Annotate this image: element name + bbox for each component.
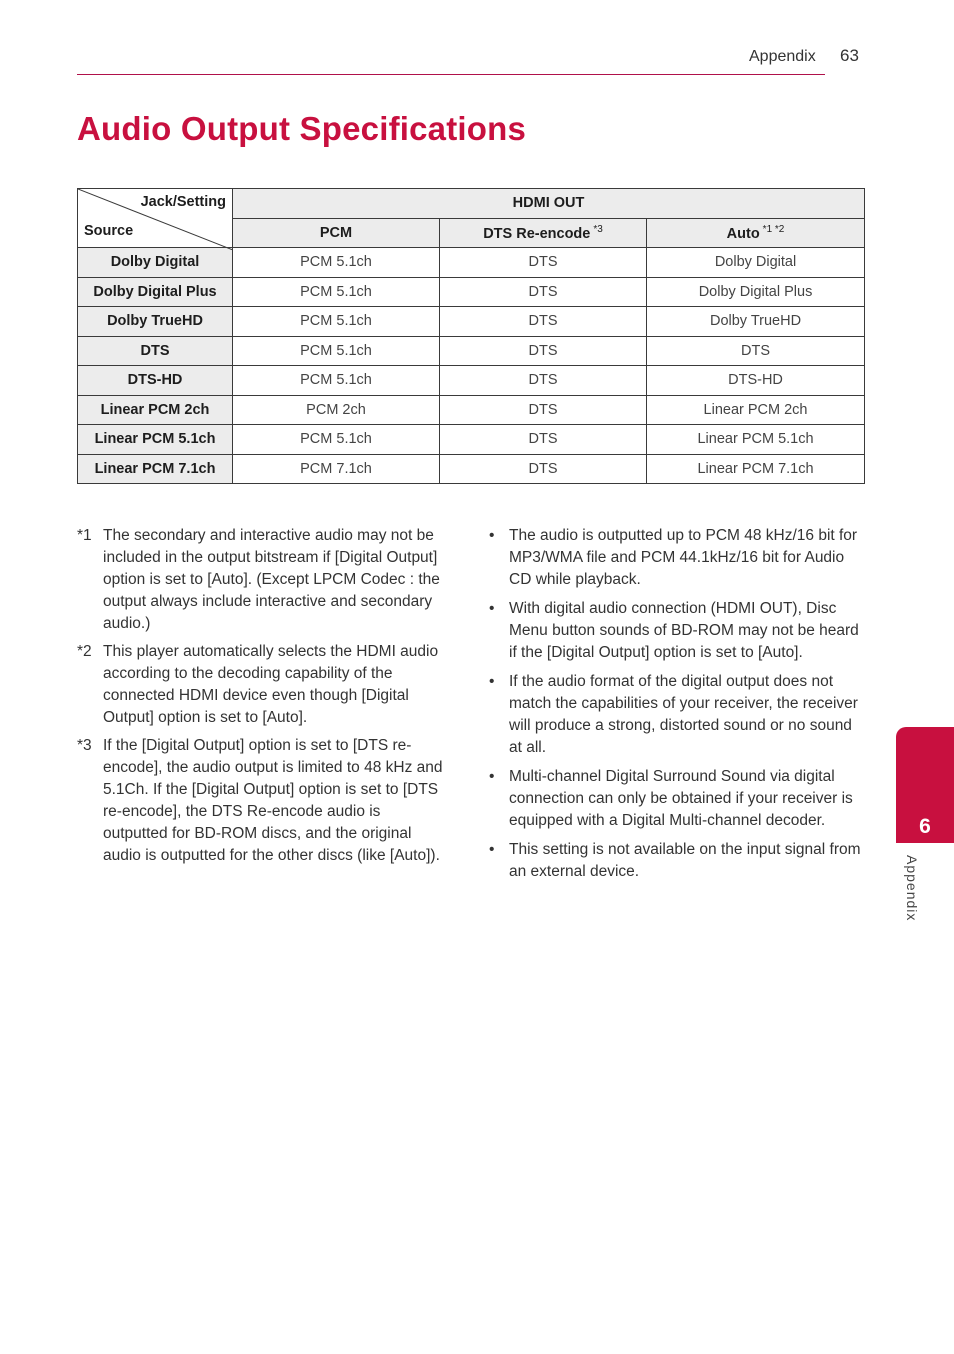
row-source-cell: Dolby TrueHD: [78, 307, 233, 337]
chapter-number: 6: [919, 815, 931, 838]
header-section-label: Appendix: [749, 48, 816, 65]
table-row: [78, 336, 865, 366]
row-source-cell: Dolby Digital: [78, 248, 233, 278]
table-cell: PCM 5.1ch: [233, 366, 440, 396]
footnote-item: [77, 735, 447, 867]
footnote-mark: *2: [77, 643, 92, 660]
footnote-mark: *3: [77, 737, 92, 754]
list-item: [488, 839, 864, 883]
table-cell: Dolby Digital: [647, 248, 865, 278]
footnote-text: If the [Digital Output] option is set to [DTS re-encode], the audio output is limited to 48 kHz and 5.1Ch. If the [Digital Output] option is set to [DTS re-encode], the DTS Re-encode audio is outputted for BD-ROM discs, and the original audio is outputted for the other discs (like [Auto]).: [103, 737, 443, 864]
page-title: Audio Output Specifications: [77, 110, 527, 147]
table-cell: DTS: [440, 248, 647, 278]
table-cell: PCM 5.1ch: [233, 248, 440, 278]
list-item: [488, 766, 864, 832]
row-source-cell: Linear PCM 2ch: [78, 395, 233, 425]
footnotes-column: [77, 525, 447, 873]
bullet-icon: •: [489, 768, 495, 785]
table-cell: Dolby Digital Plus: [647, 277, 865, 307]
table-cell: DTS: [440, 307, 647, 337]
column-header-auto: Auto $^{*1 *2}$: [647, 218, 865, 248]
table-cell: DTS: [440, 366, 647, 396]
table-row: [78, 366, 865, 396]
bullet-icon: •: [489, 527, 495, 544]
list-item-text: This setting is not available on the input signal from an external device.: [509, 841, 861, 880]
row-source-cell: DTS-HD: [78, 366, 233, 396]
bullet-icon: •: [489, 841, 495, 858]
corner-label-source: Source: [84, 223, 134, 239]
table-cell: Dolby TrueHD: [647, 307, 865, 337]
column-header-dts-re-encode: DTS Re-encode $^{*3}$: [440, 218, 647, 248]
row-source-cell: Dolby Digital Plus: [78, 277, 233, 307]
header-divider: [77, 74, 825, 75]
table-cell: Linear PCM 2ch: [647, 395, 865, 425]
table-cell: PCM 5.1ch: [233, 307, 440, 337]
row-source-cell: Linear PCM 5.1ch: [78, 425, 233, 455]
list-item-text: Multi-channel Digital Surround Sound via digital connection can only be obtained if your receiver is equipped with a Digital Multi-channel decoder.: [509, 768, 853, 829]
list-item-text: If the audio format of the digital output does not match the capabilities of your receiver, the receiver will produce a strong, distorted sound or no sound at all.: [509, 673, 858, 756]
table-cell: PCM 7.1ch: [233, 454, 440, 484]
table-row: [78, 307, 865, 337]
table-cell: DTS: [440, 454, 647, 484]
group-header-hdmi-out: HDMI OUT: [233, 189, 865, 219]
table-cell: Linear PCM 5.1ch: [647, 425, 865, 455]
table-cell: Linear PCM 7.1ch: [647, 454, 865, 484]
table-cell: DTS: [440, 395, 647, 425]
list-item: [488, 671, 864, 759]
list-item-text: The audio is outputted up to PCM 48 kHz/16 bit for MP3/WMA file and PCM 44.1kHz/16 bit for Audio CD while playback.: [509, 527, 858, 588]
table-cell: PCM 5.1ch: [233, 277, 440, 307]
bullet-icon: •: [489, 673, 495, 690]
footnote-ref: *3: [593, 223, 603, 235]
bullet-list: [488, 525, 864, 890]
list-item: [488, 598, 864, 664]
corner-label-jack-setting: Jack/Setting: [140, 194, 226, 210]
table-cell: PCM 2ch: [233, 395, 440, 425]
chapter-tab-label: Appendix: [904, 855, 920, 922]
footnote-text: The secondary and interactive audio may not be included in the output bitstream if [Digital Output] option is set to [Auto]. (Except LPCM Codec : the output always include interactive and secondary audio.): [103, 527, 440, 632]
table-cell: DTS: [440, 425, 647, 455]
table-cell: DTS-HD: [647, 366, 865, 396]
row-source-cell: Linear PCM 7.1ch: [78, 454, 233, 484]
table-cell: PCM 5.1ch: [233, 336, 440, 366]
bullet-icon: •: [489, 600, 495, 617]
table-row: [78, 277, 865, 307]
footnote-mark: *1: [77, 527, 92, 544]
list-item-text: With digital audio connection (HDMI OUT), Disc Menu button sounds of BD-ROM may not be heard if the [Digital Output] option is set to [Auto].: [509, 600, 859, 661]
column-header-pcm: PCM: [233, 218, 440, 248]
page-number: 63: [840, 46, 859, 65]
table-cell: PCM 5.1ch: [233, 425, 440, 455]
list-item: [488, 525, 864, 591]
table-cell: DTS: [440, 336, 647, 366]
footnote-text: This player automatically selects the HDMI audio according to the decoding capability of the connected HDMI device even though [Digital Output] option is set to [Auto].: [103, 643, 439, 726]
table-row: [78, 425, 865, 455]
table-cell: DTS: [440, 277, 647, 307]
footnote-item: [77, 641, 447, 729]
footnote-ref: *1 *2: [762, 223, 785, 235]
table-row: [78, 395, 865, 425]
footnote-item: [77, 525, 447, 635]
table-row: [78, 248, 865, 278]
table-cell: DTS: [647, 336, 865, 366]
row-source-cell: DTS: [78, 336, 233, 366]
chapter-tab: [896, 727, 954, 843]
audio-output-table: [77, 188, 865, 484]
table-corner-cell: [78, 189, 233, 248]
table-row: [78, 454, 865, 484]
